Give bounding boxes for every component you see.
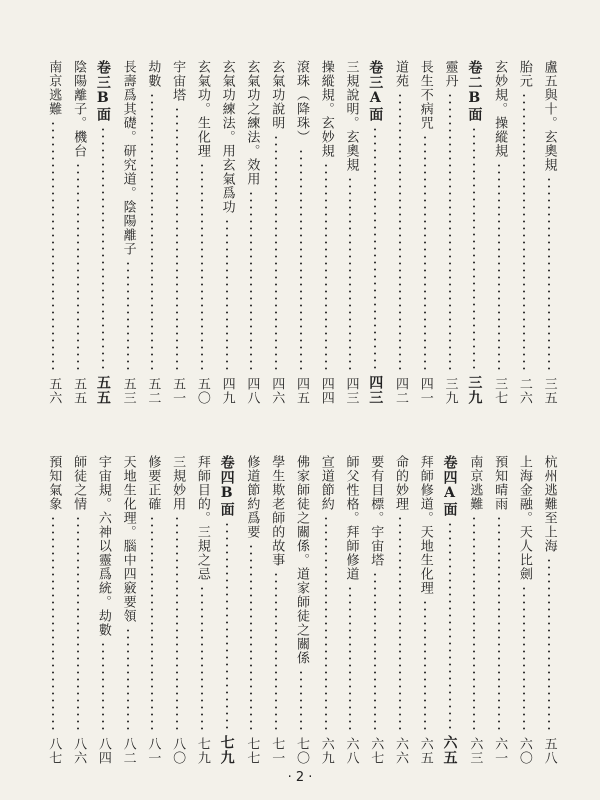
- toc-entry: [240, 60, 263, 405]
- toc-block-bottom: [40, 455, 560, 765]
- toc-entry-title: 三規說明。玄奧規: [343, 60, 359, 172]
- toc-leader-dots: [449, 521, 451, 731]
- toc-entry: [389, 60, 412, 405]
- toc-entry-page: 七一: [269, 737, 285, 765]
- toc-entry: [364, 455, 387, 765]
- toc-entry-title: 長生不病咒: [417, 60, 433, 130]
- toc-entry-title: 南京逃難: [467, 455, 483, 511]
- toc-entry-title: 卷四A面: [441, 455, 458, 517]
- toc-entry: [67, 60, 90, 405]
- toc-entry-title: 佛家師徒之關係。道家師徒之關係: [293, 455, 309, 665]
- toc-entry-title: 玄氣功練法。用玄氣爲功: [219, 60, 235, 214]
- toc-entry-title: 修要正確: [145, 455, 161, 511]
- toc-leader-dots: [52, 515, 54, 733]
- toc-entry-title: 玄氣功。生化理: [194, 60, 210, 158]
- toc-entry-title: 三規妙用: [170, 455, 186, 511]
- toc-leader-dots: [127, 260, 129, 373]
- toc-entry-page: 六〇: [516, 737, 532, 765]
- toc-entry-page: 三七: [492, 377, 508, 405]
- toc-entry-page: 四九: [219, 377, 235, 405]
- toc-entry: [413, 60, 436, 405]
- toc-leader-dots: [473, 126, 475, 371]
- toc-leader-dots: [102, 641, 104, 733]
- toc-entry: [438, 60, 461, 405]
- toc-entry-page: 八六: [71, 737, 87, 765]
- toc-entry-page: 八七: [46, 737, 62, 765]
- toc-entry-title: 靈丹: [442, 60, 458, 88]
- toc-section-heading: [215, 455, 238, 765]
- toc-entry: [265, 60, 288, 405]
- toc-leader-dots: [201, 585, 203, 733]
- toc-leader-dots: [300, 148, 302, 373]
- toc-entry-title: 命的妙理: [393, 455, 409, 511]
- toc-entry-title: 陰陽離子。機台: [71, 60, 87, 158]
- toc-entry: [290, 455, 313, 765]
- toc-entry-page: 六三: [467, 737, 483, 765]
- toc-entry-title: 劫數: [145, 60, 161, 88]
- toc-entry-title: 南京逃難: [46, 60, 62, 116]
- toc-leader-dots: [374, 571, 376, 733]
- toc-entry-page: 四二: [393, 377, 409, 405]
- toc-entry: [488, 455, 511, 765]
- toc-entry: [116, 60, 139, 405]
- toc-entry-title: 杭州逃難至上海: [541, 455, 557, 553]
- toc-entry-page: 五六: [46, 377, 62, 405]
- toc-entry-page: 六七: [368, 737, 384, 765]
- toc-entry: [389, 455, 412, 765]
- toc-leader-dots: [275, 134, 277, 373]
- toc-entry: [191, 60, 214, 405]
- toc-leader-dots: [523, 92, 525, 373]
- toc-entry: [512, 60, 535, 405]
- toc-leader-dots: [523, 585, 525, 733]
- toc-entry-page: 六九: [318, 737, 334, 765]
- toc-entry: [166, 60, 189, 405]
- toc-entry-title: 長壽爲其礎。研究道。陰陽離子: [120, 60, 136, 256]
- toc-leader-dots: [424, 599, 426, 733]
- toc-leader-dots: [498, 515, 500, 733]
- toc-leader-dots: [449, 92, 451, 373]
- toc-leader-dots: [176, 515, 178, 733]
- toc-leader-dots: [325, 162, 327, 373]
- toc-entry-page: 四四: [318, 377, 334, 405]
- toc-entry-title: 卷三B面: [94, 60, 111, 122]
- toc-entry-page: 六五: [417, 737, 433, 765]
- toc-entry-title: 修道節約爲要: [244, 455, 260, 539]
- toc-entry-title: 拜師目的。三規之忌: [194, 455, 210, 581]
- toc-section-heading: [91, 60, 114, 405]
- toc-leader-dots: [250, 190, 252, 373]
- toc-page: [10, 10, 590, 790]
- toc-leader-dots: [374, 126, 376, 371]
- toc-entry-page: 八〇: [170, 737, 186, 765]
- toc-leader-dots: [325, 515, 327, 733]
- toc-entry: [215, 60, 238, 405]
- toc-entry-page: 四八: [244, 377, 260, 405]
- toc-leader-dots: [424, 134, 426, 373]
- toc-entry-title: 卷二B面: [466, 60, 483, 122]
- toc-entry: [290, 60, 313, 405]
- toc-leader-dots: [548, 176, 550, 373]
- toc-leader-dots: [226, 218, 228, 373]
- toc-leader-dots: [498, 162, 500, 373]
- toc-leader-dots: [300, 669, 302, 733]
- toc-leader-dots: [77, 162, 79, 373]
- toc-entry-title: 道苑: [393, 60, 409, 88]
- toc-entry-title: 預知晴雨: [492, 455, 508, 511]
- toc-entry-title: 天地生化理。腦中四竅要領: [120, 455, 136, 623]
- toc-entry: [537, 455, 560, 765]
- toc-entry-page: 五八: [541, 737, 557, 765]
- toc-leader-dots: [399, 92, 401, 373]
- toc-leader-dots: [548, 557, 550, 733]
- toc-leader-dots: [250, 543, 252, 733]
- toc-entry-page: 二六: [516, 377, 532, 405]
- toc-entry: [141, 60, 164, 405]
- toc-entry-page: 六一: [492, 737, 508, 765]
- toc-entry: [463, 455, 486, 765]
- toc-entry-page: 八二: [120, 737, 136, 765]
- toc-entry: [339, 455, 362, 765]
- toc-section-heading: [364, 60, 387, 405]
- toc-entry-title: 操縱規。玄妙規: [318, 60, 334, 158]
- toc-entry: [91, 455, 114, 765]
- toc-entry-title: 上海金融。天人比劍: [516, 455, 532, 581]
- toc-entry-title: 卷三A面: [367, 60, 384, 122]
- toc-entry: [314, 60, 337, 405]
- toc-entry-title: 宣道節約: [318, 455, 334, 511]
- toc-entry: [339, 60, 362, 405]
- toc-leader-dots: [473, 515, 475, 733]
- toc-leader-dots: [226, 521, 228, 731]
- toc-leader-dots: [399, 515, 401, 733]
- toc-entry-title: 預知氣象: [46, 455, 62, 511]
- toc-entry: [537, 60, 560, 405]
- toc-entry-page: 三五: [541, 377, 557, 405]
- toc-entry-title: 拜師修道。天地生化理: [417, 455, 433, 595]
- toc-entry-title: 師徒之情: [71, 455, 87, 511]
- toc-leader-dots: [151, 515, 153, 733]
- toc-entry-page: 五〇: [194, 377, 210, 405]
- toc-entry-title: 宇宙塔: [170, 60, 186, 102]
- toc-entry-title: 師父性格。拜師修道: [343, 455, 359, 581]
- toc-entry-page: 六五: [441, 735, 458, 765]
- toc-entry-title: 宇宙規。六神以靈爲統。劫數: [95, 455, 111, 637]
- toc-entry: [191, 455, 214, 765]
- toc-entry: [488, 60, 511, 405]
- toc-entry-title: 玄氣功說明: [269, 60, 285, 130]
- toc-entry-page: 五五: [94, 375, 111, 405]
- toc-leader-dots: [275, 571, 277, 733]
- toc-entry-title: 玄妙規。操縱規: [492, 60, 508, 158]
- toc-entry-page: 七〇: [293, 737, 309, 765]
- toc-entry: [413, 455, 436, 765]
- toc-leader-dots: [201, 162, 203, 373]
- toc-leader-dots: [349, 176, 351, 373]
- toc-entry-page: 八四: [95, 737, 111, 765]
- toc-entry-title: 胎元: [516, 60, 532, 88]
- toc-entry-page: 七七: [244, 737, 260, 765]
- toc-entry: [67, 455, 90, 765]
- toc-leader-dots: [102, 126, 104, 371]
- toc-leader-dots: [127, 627, 129, 733]
- toc-entry-page: 五一: [170, 377, 186, 405]
- toc-entry-page: 三九: [466, 375, 483, 405]
- toc-entry-page: 四五: [293, 377, 309, 405]
- toc-entry-page: 四六: [269, 377, 285, 405]
- toc-section-heading: [463, 60, 486, 405]
- toc-entry-title: 卷四B面: [218, 455, 235, 517]
- toc-entry-page: 四三: [343, 377, 359, 405]
- toc-entry-page: 四三: [367, 375, 384, 405]
- toc-entry-title: 玄氣功之練法。效用: [244, 60, 260, 186]
- toc-entry-title: 盧五與十。玄奧規: [541, 60, 557, 172]
- toc-leader-dots: [349, 585, 351, 733]
- toc-entry-page: 七九: [218, 735, 235, 765]
- toc-entry: [166, 455, 189, 765]
- toc-entry-title: 滾珠（降珠）: [293, 60, 309, 144]
- toc-entry: [141, 455, 164, 765]
- toc-entry-page: 六八: [343, 737, 359, 765]
- toc-entry-page: 六六: [393, 737, 409, 765]
- toc-entry: [265, 455, 288, 765]
- toc-entry-page: 四一: [417, 377, 433, 405]
- toc-entry-title: 學生欺老師的故事: [269, 455, 285, 567]
- toc-leader-dots: [151, 92, 153, 373]
- toc-entry: [314, 455, 337, 765]
- toc-entry-page: 五三: [120, 377, 136, 405]
- toc-entry-page: 五五: [71, 377, 87, 405]
- toc-entry: [42, 60, 65, 405]
- toc-entry-page: 三九: [442, 377, 458, 405]
- toc-leader-dots: [176, 106, 178, 373]
- toc-entry: [512, 455, 535, 765]
- toc-leader-dots: [77, 515, 79, 733]
- page-number-footer: · 2 ·: [287, 770, 313, 785]
- toc-entry-page: 八一: [145, 737, 161, 765]
- toc-entry-page: 七九: [194, 737, 210, 765]
- toc-block-top: [40, 60, 560, 405]
- toc-entry: [42, 455, 65, 765]
- toc-entry-page: 五二: [145, 377, 161, 405]
- toc-entry: [116, 455, 139, 765]
- toc-entry: [240, 455, 263, 765]
- toc-leader-dots: [52, 120, 54, 373]
- toc-entry-title: 要有目標。宇宙塔: [368, 455, 384, 567]
- toc-section-heading: [438, 455, 461, 765]
